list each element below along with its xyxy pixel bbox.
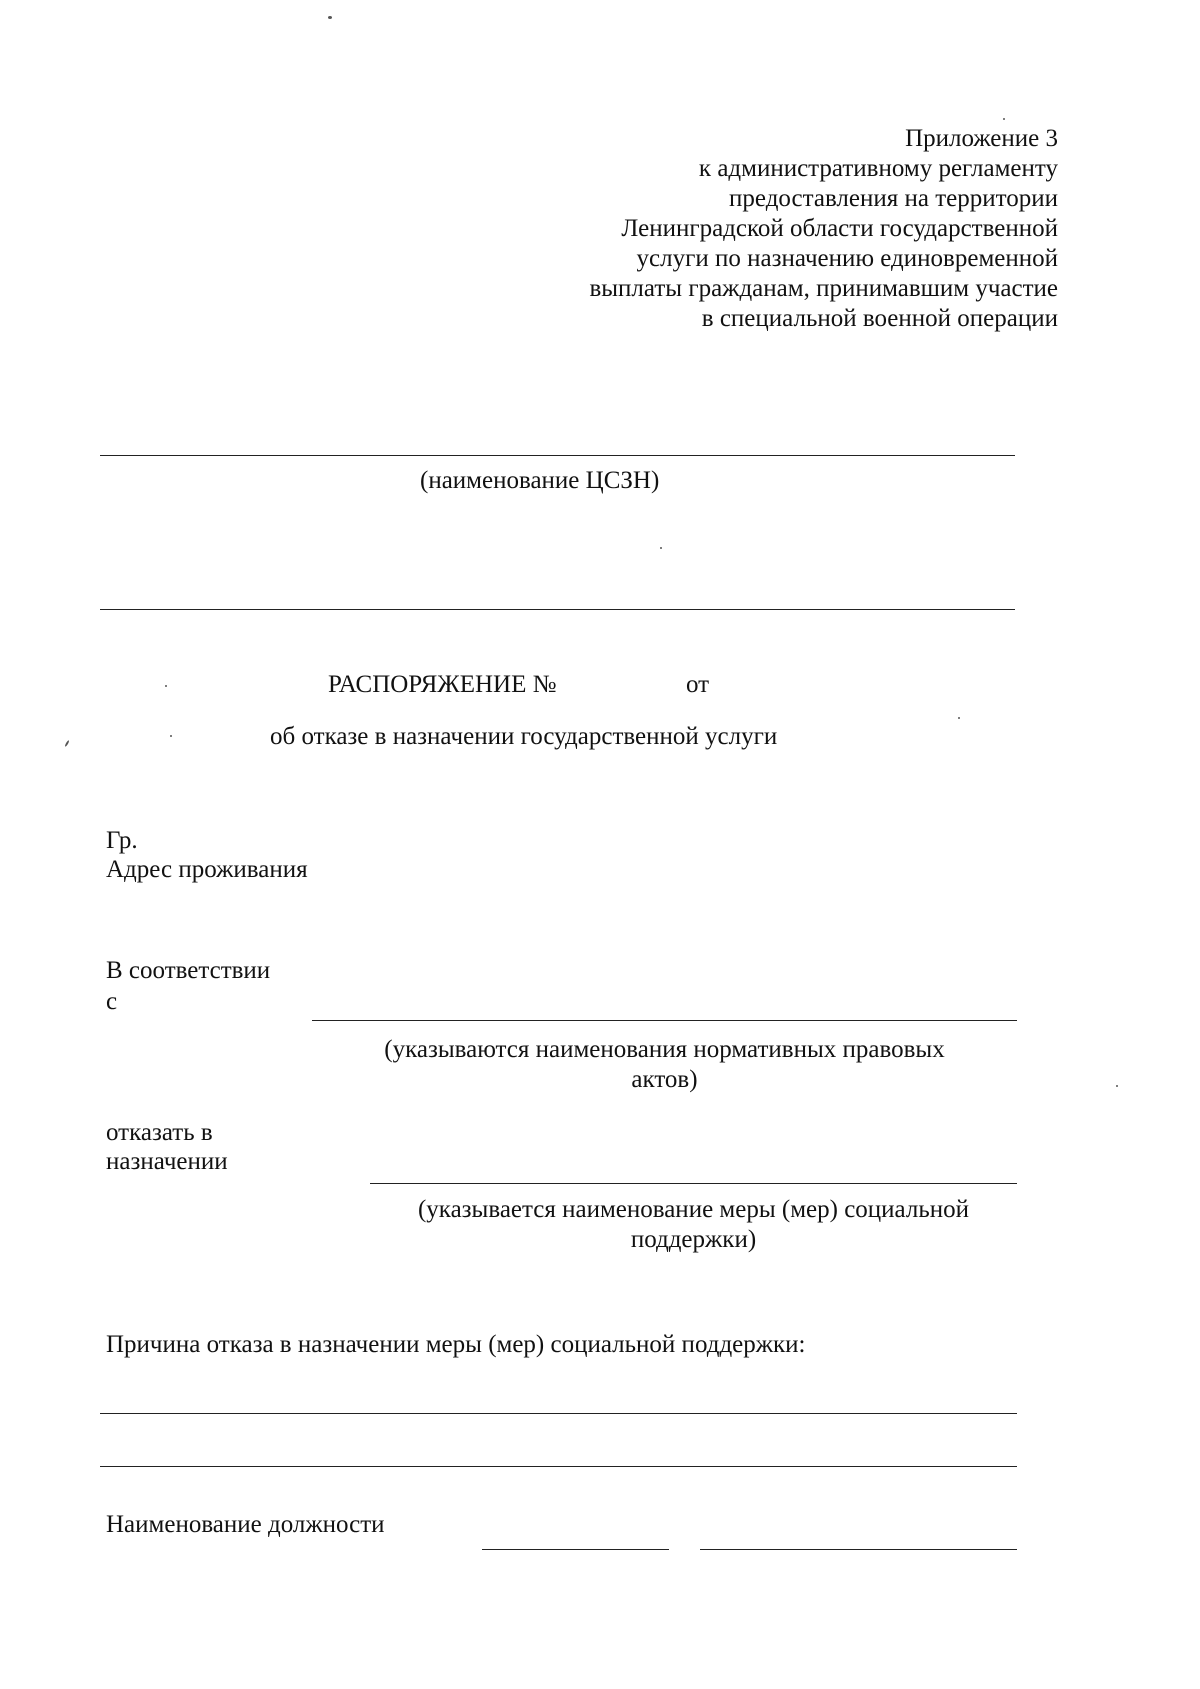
citizen-label: Гр. (106, 827, 138, 854)
order-title: РАСПОРЯЖЕНИЕ № (328, 671, 557, 698)
appendix-line-6: выплаты гражданам, принимавшим участие (589, 275, 1058, 302)
scan-speck (958, 717, 960, 719)
reason-label: Причина отказа в назначении меры (мер) социальной поддержки: (106, 1331, 806, 1358)
refuse-label-line-1: отказать в (106, 1119, 213, 1146)
appendix-line-3: предоставления на территории (729, 185, 1058, 212)
scan-speck (165, 685, 167, 687)
support-measure-caption-line-2: поддержки) (630, 1226, 757, 1253)
legal-acts-caption-line-1: (указываются наименования нормативных правовых (384, 1036, 945, 1063)
appendix-line-1: Приложение 3 (905, 125, 1058, 152)
scan-speck (660, 547, 662, 549)
scan-speck (328, 16, 332, 19)
appendix-line-7: в специальной военной операции (701, 305, 1058, 332)
legal-acts-caption-line-2: актов) (631, 1066, 698, 1093)
blank-line-2 (100, 609, 1015, 610)
reason-line-1 (100, 1413, 1017, 1414)
order-from: от (686, 671, 710, 698)
reason-line-2 (100, 1466, 1017, 1467)
position-label: Наименование должности (106, 1511, 385, 1538)
address-label: Адрес проживания (106, 856, 308, 883)
signature-line (482, 1549, 669, 1550)
scan-speck (1003, 118, 1005, 120)
appendix-line-5: услуги по назначению единовременной (636, 245, 1058, 272)
support-measure-line (370, 1183, 1017, 1184)
scan-speck (1116, 1085, 1118, 1087)
refuse-label-line-2: назначении (106, 1148, 228, 1175)
legal-acts-line (312, 1020, 1017, 1021)
accordance-label-line-1: В соответствии (106, 957, 271, 984)
support-measure-caption-line-1: (указывается наименование меры (мер) социальной (417, 1196, 969, 1223)
scan-speck (64, 740, 69, 747)
org-caption: (наименование ЦСЗН) (420, 467, 660, 494)
accordance-label-line-2: с (106, 988, 118, 1015)
org-name-line (100, 455, 1015, 456)
appendix-line-2: к административному регламенту (698, 155, 1058, 182)
scan-speck (170, 735, 172, 737)
full-name-line (700, 1549, 1017, 1550)
order-subtitle: об отказе в назначении государственной услуги (270, 723, 778, 750)
appendix-line-4: Ленинградской области государственной (621, 215, 1058, 242)
